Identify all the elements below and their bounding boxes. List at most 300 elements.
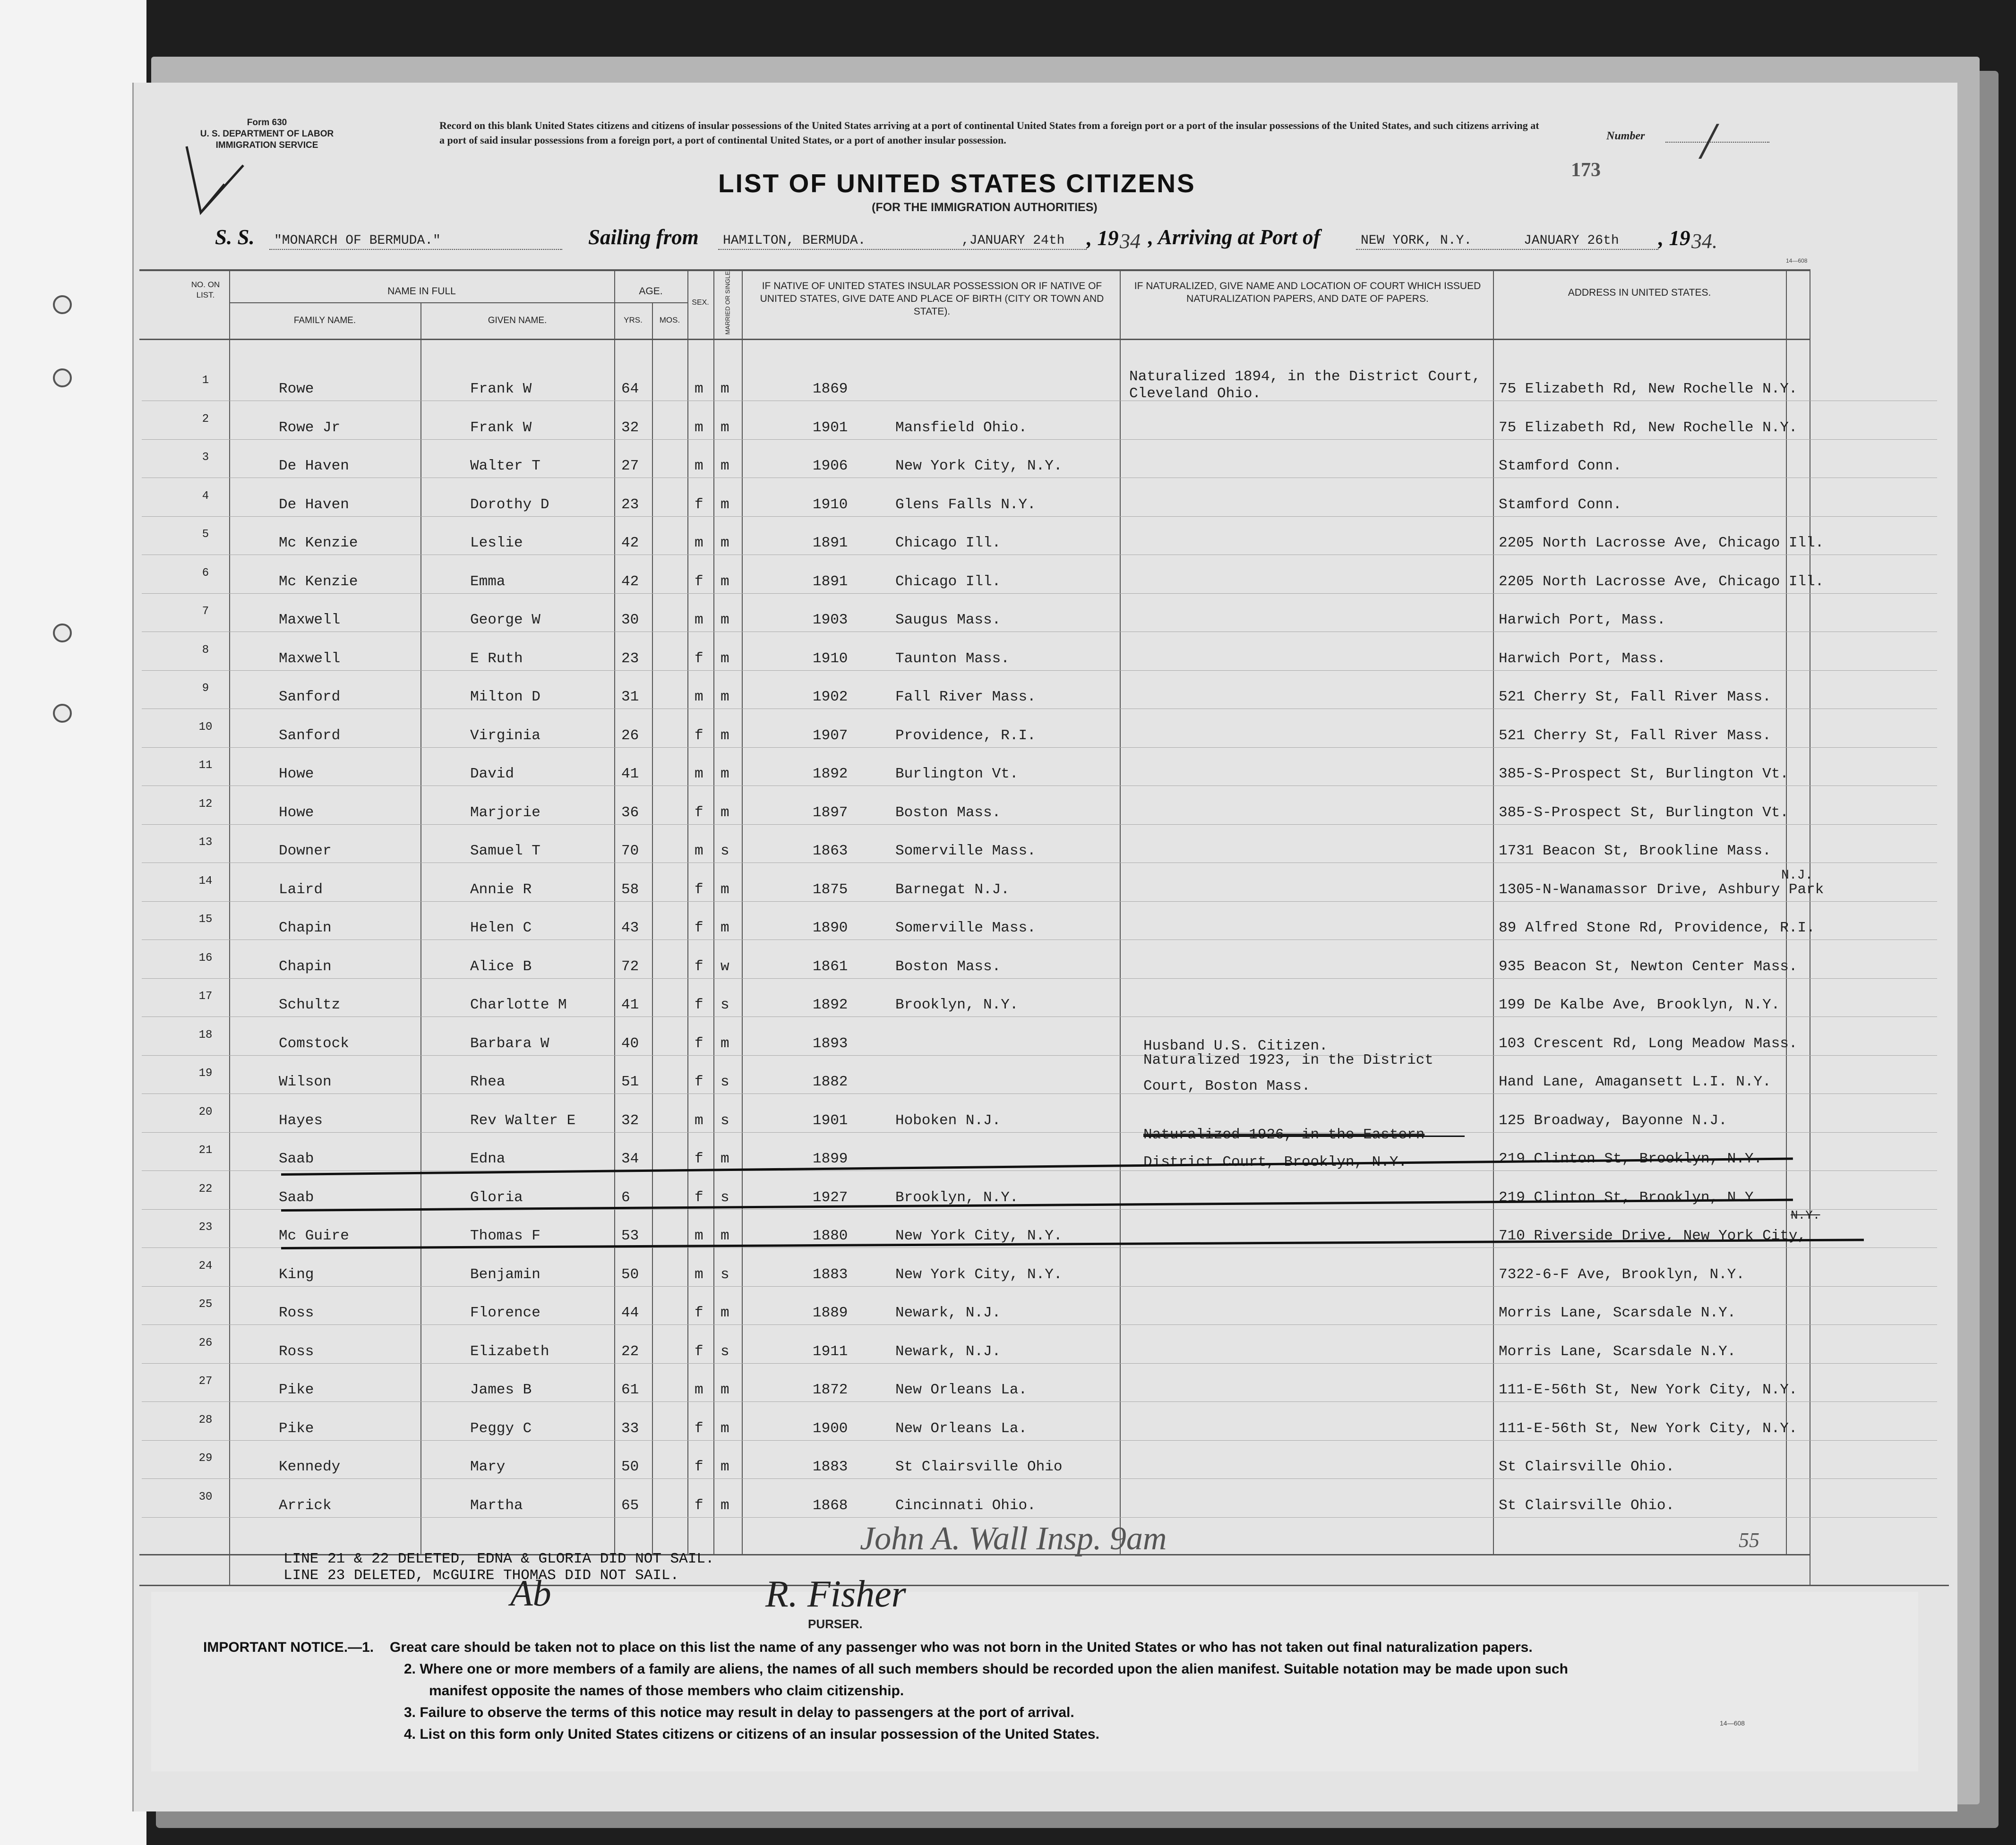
family-name: Ross bbox=[279, 1305, 314, 1321]
row-number: 9 bbox=[202, 682, 209, 695]
row-number: 19 bbox=[198, 1067, 213, 1080]
address: 2205 North Lacrosse Ave, Chicago Ill. bbox=[1499, 573, 1824, 590]
naturalization-note-deleted: District Court, Brooklyn, N.Y. bbox=[1143, 1154, 1407, 1170]
age-years: 26 bbox=[621, 727, 639, 744]
marital-status: m bbox=[721, 612, 729, 628]
birth-year: 1902 bbox=[813, 689, 848, 705]
age-years: 41 bbox=[621, 766, 639, 782]
row-number: 18 bbox=[198, 1028, 213, 1042]
age-years: 70 bbox=[621, 843, 639, 859]
age-years: 61 bbox=[621, 1382, 639, 1398]
row-number: 7 bbox=[202, 605, 209, 618]
col-rule bbox=[713, 269, 714, 1554]
row-number: 8 bbox=[202, 643, 209, 657]
birth-place: New York City, N.Y. bbox=[895, 1266, 1063, 1283]
marital-status: m bbox=[721, 881, 729, 898]
age-years: 40 bbox=[621, 1035, 639, 1052]
col-rule bbox=[614, 269, 615, 1554]
sex: f bbox=[695, 804, 703, 821]
row-number: 30 bbox=[198, 1490, 213, 1503]
sex: f bbox=[695, 1074, 703, 1090]
col-header-family: FAMILY NAME. bbox=[293, 316, 356, 325]
age-years: 23 bbox=[621, 496, 639, 513]
row-number: 15 bbox=[198, 913, 213, 926]
family-name: Mc Kenzie bbox=[279, 573, 358, 590]
sex: f bbox=[695, 1151, 703, 1167]
row-number: 22 bbox=[198, 1182, 213, 1196]
family-name: Rowe bbox=[279, 381, 314, 397]
given-name: Barbara W bbox=[470, 1035, 549, 1052]
marital-status: s bbox=[721, 1189, 729, 1206]
marital-status: m bbox=[721, 804, 729, 821]
naturalization-note-deleted: Naturalized 1926, in the Eastern bbox=[1143, 1127, 1425, 1143]
row-number: 5 bbox=[202, 528, 209, 541]
purser-signature: R. Fisher bbox=[765, 1573, 906, 1615]
given-name: George W bbox=[470, 612, 540, 628]
birth-place: Saugus Mass. bbox=[895, 612, 1001, 628]
birth-place: Brooklyn, N.Y. bbox=[895, 1189, 1019, 1206]
sex: f bbox=[695, 496, 703, 513]
form-code: 14—608 bbox=[1786, 257, 1808, 264]
birth-place: Providence, R.I. bbox=[895, 727, 1036, 744]
family-name: Laird bbox=[279, 881, 323, 898]
number-label: Number bbox=[1606, 130, 1645, 142]
sex: m bbox=[695, 381, 703, 397]
notice-item-2-cont: manifest opposite the names of those members who claim citizenship. bbox=[429, 1683, 904, 1699]
age-years: 41 bbox=[621, 997, 639, 1013]
sex: f bbox=[695, 1305, 703, 1321]
birth-year: 1901 bbox=[813, 419, 848, 436]
marital-status: m bbox=[721, 1497, 729, 1514]
birth-place: St Clairsville Ohio bbox=[895, 1459, 1063, 1475]
birth-year: 1861 bbox=[813, 958, 848, 975]
row-rule bbox=[142, 1478, 1937, 1479]
given-name: Edna bbox=[470, 1151, 506, 1167]
given-name: E Ruth bbox=[470, 650, 523, 667]
birth-place: Newark, N.J. bbox=[895, 1343, 1001, 1360]
address: Harwich Port, Mass. bbox=[1499, 650, 1666, 667]
given-name: Marjorie bbox=[470, 804, 540, 821]
marital-status: m bbox=[721, 689, 729, 705]
birth-place: Boston Mass. bbox=[895, 804, 1001, 821]
birth-year: 1891 bbox=[813, 535, 848, 551]
address: 521 Cherry St, Fall River Mass. bbox=[1499, 727, 1771, 744]
row-rule bbox=[142, 1132, 1937, 1133]
family-name: Wilson bbox=[279, 1074, 332, 1090]
age-header-rule bbox=[614, 302, 687, 303]
birth-year: 1882 bbox=[813, 1074, 848, 1090]
address: 385-S-Prospect St, Burlington Vt. bbox=[1499, 766, 1789, 782]
row-number: 25 bbox=[198, 1298, 213, 1311]
family-name: Kennedy bbox=[279, 1459, 341, 1475]
family-name: Maxwell bbox=[279, 612, 341, 628]
age-years: 22 bbox=[621, 1343, 639, 1360]
address: 125 Broadway, Bayonne N.J. bbox=[1499, 1112, 1727, 1129]
row-number: 3 bbox=[202, 451, 209, 464]
family-name: Chapin bbox=[279, 920, 332, 936]
sex: f bbox=[695, 1189, 703, 1206]
given-name: Alice B bbox=[470, 958, 532, 975]
given-name: Peggy C bbox=[470, 1420, 532, 1437]
marital-status: w bbox=[721, 958, 729, 975]
address: 111-E-56th St, New York City, N.Y. bbox=[1499, 1382, 1798, 1398]
row-rule bbox=[142, 1055, 1937, 1056]
birth-year: 1875 bbox=[813, 881, 848, 898]
col-header-sex: SEX. bbox=[692, 299, 709, 307]
row-rule bbox=[142, 901, 1937, 902]
age-years: 42 bbox=[621, 535, 639, 551]
header-bottom-rule bbox=[139, 339, 1810, 340]
number-line bbox=[1665, 142, 1769, 143]
family-name: Sanford bbox=[279, 727, 341, 744]
given-name: Martha bbox=[470, 1497, 523, 1514]
binding-strip bbox=[0, 0, 146, 1845]
col-rule bbox=[420, 302, 421, 1554]
row-number: 28 bbox=[198, 1413, 213, 1426]
naturalization-note: Court, Boston Mass. bbox=[1143, 1078, 1311, 1094]
family-name: Downer bbox=[279, 843, 332, 859]
marital-status: m bbox=[721, 1459, 729, 1475]
birth-place: Chicago Ill. bbox=[895, 573, 1001, 590]
deletion-note: LINE 23 DELETED, McGUIRE THOMAS DID NOT SAIL. bbox=[283, 1567, 679, 1584]
row-rule bbox=[142, 516, 1937, 517]
marital-status: m bbox=[721, 920, 729, 936]
family-name: Hayes bbox=[279, 1112, 323, 1129]
age-years: 6 bbox=[621, 1189, 630, 1206]
sex: m bbox=[695, 1112, 703, 1129]
marital-status: s bbox=[721, 843, 729, 859]
given-name: Charlotte M bbox=[470, 997, 567, 1013]
row-rule bbox=[142, 1363, 1937, 1364]
col-header-given: GIVEN NAME. bbox=[488, 316, 547, 325]
birth-place: Mansfield Ohio. bbox=[895, 419, 1028, 436]
birth-year: 1906 bbox=[813, 458, 848, 474]
family-name: Saab bbox=[279, 1151, 314, 1167]
marital-status: s bbox=[721, 1112, 729, 1129]
naturalization-note: Naturalized 1894, in the District Court, bbox=[1129, 368, 1481, 385]
birth-place: Somerville Mass. bbox=[895, 920, 1036, 936]
birth-place: Glens Falls N.Y. bbox=[895, 496, 1036, 513]
birth-place: Brooklyn, N.Y. bbox=[895, 997, 1019, 1013]
birth-year: 1900 bbox=[813, 1420, 848, 1437]
address: 75 Elizabeth Rd, New Rochelle N.Y. bbox=[1499, 381, 1798, 397]
notice-item-2: 2. Where one or more members of a family are aliens, the names of all such members should be recorded upon the alien manifest. Suitable notation may be made upon such bbox=[404, 1661, 1568, 1677]
punch-hole bbox=[53, 295, 72, 314]
purser-label: PURSER. bbox=[808, 1617, 863, 1631]
sex: m bbox=[695, 1382, 703, 1398]
birth-place: Burlington Vt. bbox=[895, 766, 1019, 782]
family-name: Chapin bbox=[279, 958, 332, 975]
service: IMMIGRATION SERVICE bbox=[215, 140, 318, 150]
given-name: Annie R bbox=[470, 881, 532, 898]
table-top-rule bbox=[139, 269, 1810, 271]
arrive-year: 34. bbox=[1691, 230, 1717, 253]
punch-hole bbox=[53, 368, 72, 387]
row-number: 21 bbox=[198, 1144, 213, 1157]
birth-place: Barnegat N.J. bbox=[895, 881, 1010, 898]
given-name: David bbox=[470, 766, 515, 782]
age-years: 53 bbox=[621, 1228, 639, 1244]
arrive-date: JANUARY 26th bbox=[1524, 233, 1619, 248]
birth-year: 1890 bbox=[813, 920, 848, 936]
naturalization-note: Cleveland Ohio. bbox=[1129, 385, 1261, 402]
birth-year: 1893 bbox=[813, 1035, 848, 1052]
address: 103 Crescent Rd, Long Meadow Mass. bbox=[1499, 1035, 1798, 1052]
given-name: Thomas F bbox=[470, 1228, 540, 1244]
family-name: Rowe Jr bbox=[279, 419, 341, 436]
sail-date: ,JANUARY 24th bbox=[961, 233, 1065, 248]
address: 2205 North Lacrosse Ave, Chicago Ill. bbox=[1499, 535, 1824, 551]
number-value: / bbox=[1701, 112, 1716, 170]
address: 75 Elizabeth Rd, New Rochelle N.Y. bbox=[1499, 419, 1798, 436]
family-name: Mc Guire bbox=[279, 1228, 349, 1244]
sex: m bbox=[695, 843, 703, 859]
row-rule bbox=[142, 593, 1937, 594]
col-rule bbox=[652, 302, 653, 1554]
marital-status: m bbox=[721, 381, 729, 397]
marital-status: m bbox=[721, 1228, 729, 1244]
marital-status: m bbox=[721, 573, 729, 590]
sex: m bbox=[695, 766, 703, 782]
birth-year: 1869 bbox=[813, 381, 848, 397]
family-name: Mc Kenzie bbox=[279, 535, 358, 551]
sex: f bbox=[695, 881, 703, 898]
row-rule bbox=[142, 978, 1937, 979]
arrive-year-prefix: , 19 bbox=[1658, 226, 1690, 250]
row-rule bbox=[142, 1093, 1937, 1094]
to-port: NEW YORK, N.Y. bbox=[1361, 233, 1472, 248]
record-instructions: Record on this blank United States citizens and citizens of insular possessions of the United States arriving at a port of continental United States from a foreign port or a port of the insular possessions of the United States, and such citizens arriving at a port of said insular possessions from a foreign port, a port of continental United States, or a port of another insular possession. bbox=[439, 120, 1539, 146]
given-name: Benjamin bbox=[470, 1266, 540, 1283]
col-header-birth: IF NATIVE OF UNITED STATES INSULAR POSSESSION OR IF NATIVE OF UNITED STATES, GIVE DATE AND PLACE OF BIRTH (CITY OR TOWN AND STATE). bbox=[760, 281, 1104, 317]
birth-place: Somerville Mass. bbox=[895, 843, 1036, 859]
family-name: Schultz bbox=[279, 997, 341, 1013]
row-number: 29 bbox=[198, 1452, 213, 1465]
birth-year: 1901 bbox=[813, 1112, 848, 1129]
birth-place: Hoboken N.J. bbox=[895, 1112, 1001, 1129]
family-name: Maxwell bbox=[279, 650, 341, 667]
sex: m bbox=[695, 535, 703, 551]
sex: f bbox=[695, 1420, 703, 1437]
age-years: 31 bbox=[621, 689, 639, 705]
row-rule bbox=[142, 670, 1937, 671]
sex: f bbox=[695, 1343, 703, 1360]
notice-item-1: Great care should be taken not to place on this list the name of any passenger who was not born in the United States or who has not taken out final naturalization papers. bbox=[390, 1640, 1533, 1655]
address: 199 De Kalbe Ave, Brooklyn, N.Y. bbox=[1499, 997, 1780, 1013]
row-number: 12 bbox=[198, 797, 213, 811]
address-overflow: N.Y. bbox=[1791, 1208, 1820, 1222]
given-name: Helen C bbox=[470, 920, 532, 936]
birth-place: Chicago Ill. bbox=[895, 535, 1001, 551]
address: Morris Lane, Scarsdale N.Y. bbox=[1499, 1343, 1736, 1360]
address: 7322-6-F Ave, Brooklyn, N.Y. bbox=[1499, 1266, 1745, 1283]
birth-year: 1891 bbox=[813, 573, 848, 590]
deletion-note: LINE 21 & 22 DELETED, EDNA & GLORIA DID NOT SAIL. bbox=[283, 1551, 714, 1567]
marital-status: m bbox=[721, 1035, 729, 1052]
row-number: 13 bbox=[198, 836, 213, 849]
col-rule bbox=[1493, 269, 1494, 1554]
marital-status: m bbox=[721, 458, 729, 474]
address: 385-S-Prospect St, Burlington Vt. bbox=[1499, 804, 1789, 821]
row-number: 6 bbox=[202, 566, 209, 580]
naturalization-note: Husband U.S. Citizen. bbox=[1143, 1038, 1328, 1054]
address-overflow: N.J. bbox=[1781, 868, 1813, 883]
birth-year: 1892 bbox=[813, 766, 848, 782]
address: 219 Clinton St, Brooklyn, N.Y. bbox=[1499, 1189, 1763, 1206]
col-rule bbox=[1120, 269, 1121, 1554]
birth-place: Boston Mass. bbox=[895, 958, 1001, 975]
age-years: 51 bbox=[621, 1074, 639, 1090]
marital-status: m bbox=[721, 650, 729, 667]
page-number: 173 bbox=[1571, 159, 1601, 181]
row-rule bbox=[142, 439, 1937, 440]
given-name: Virginia bbox=[470, 727, 540, 744]
birth-place: Taunton Mass. bbox=[895, 650, 1010, 667]
birth-year: 1911 bbox=[813, 1343, 848, 1360]
birth-year: 1910 bbox=[813, 650, 848, 667]
age-years: 64 bbox=[621, 381, 639, 397]
row-rule bbox=[142, 1016, 1937, 1017]
col-header-address: ADDRESS IN UNITED STATES. bbox=[1568, 287, 1711, 298]
col-header-no: NO. ON LIST. bbox=[191, 280, 220, 299]
name-header-rule bbox=[229, 302, 614, 303]
given-name: Milton D bbox=[470, 689, 540, 705]
birth-year: 1868 bbox=[813, 1497, 848, 1514]
sex: f bbox=[695, 920, 703, 936]
family-name: Howe bbox=[279, 766, 314, 782]
age-years: 42 bbox=[621, 573, 639, 590]
given-name: Samuel T bbox=[470, 843, 540, 859]
ss-label: S. S. bbox=[215, 225, 255, 249]
address: 1305-N-Wanamassor Drive, Ashbury Park bbox=[1499, 881, 1824, 898]
age-years: 30 bbox=[621, 612, 639, 628]
given-name: Walter T bbox=[470, 458, 540, 474]
marital-status: m bbox=[721, 1420, 729, 1437]
ship-name: "MONARCH OF BERMUDA." bbox=[274, 233, 441, 248]
row-number: 26 bbox=[198, 1336, 213, 1350]
given-name: Leslie bbox=[470, 535, 523, 551]
page-title: LIST OF UNITED STATES CITIZENS bbox=[718, 169, 1196, 198]
marital-status: s bbox=[721, 1266, 729, 1283]
birth-year: 1883 bbox=[813, 1266, 848, 1283]
sex: f bbox=[695, 1459, 703, 1475]
age-years: 32 bbox=[621, 1112, 639, 1129]
marital-status: s bbox=[721, 997, 729, 1013]
sex: f bbox=[695, 727, 703, 744]
birth-year: 1899 bbox=[813, 1151, 848, 1167]
sail-year: 34 bbox=[1120, 230, 1141, 253]
marital-status: s bbox=[721, 1343, 729, 1360]
address: 1731 Beacon St, Brookline Mass. bbox=[1499, 843, 1771, 859]
age-years: 34 bbox=[621, 1151, 639, 1167]
sex: m bbox=[695, 458, 703, 474]
birth-place: New York City, N.Y. bbox=[895, 458, 1063, 474]
sail-year-prefix: , 19 bbox=[1087, 226, 1119, 250]
given-name: Dorothy D bbox=[470, 496, 549, 513]
sex: f bbox=[695, 997, 703, 1013]
family-name: Howe bbox=[279, 804, 314, 821]
birth-year: 1880 bbox=[813, 1228, 848, 1244]
sex: m bbox=[695, 1266, 703, 1283]
birth-year: 1863 bbox=[813, 843, 848, 859]
row-number: 14 bbox=[198, 874, 213, 888]
family-name: Pike bbox=[279, 1420, 314, 1437]
row-rule bbox=[142, 824, 1937, 825]
col-rule bbox=[687, 269, 688, 1554]
sex: f bbox=[695, 573, 703, 590]
sailing-label: Sailing from bbox=[588, 225, 699, 249]
birth-year: 1910 bbox=[813, 496, 848, 513]
row-rule bbox=[142, 1170, 1937, 1171]
marital-status: m bbox=[721, 1151, 729, 1167]
sheet-total: 55 bbox=[1739, 1529, 1759, 1552]
birth-place: New York City, N.Y. bbox=[895, 1228, 1063, 1244]
given-name: Mary bbox=[470, 1459, 506, 1475]
col-rule bbox=[1786, 269, 1787, 1554]
given-name: Florence bbox=[470, 1305, 540, 1321]
birth-year: 1883 bbox=[813, 1459, 848, 1475]
address: Stamford Conn. bbox=[1499, 458, 1622, 474]
birth-year: 1903 bbox=[813, 612, 848, 628]
family-name: De Haven bbox=[279, 458, 349, 474]
row-rule bbox=[142, 1401, 1937, 1402]
row-number: 20 bbox=[198, 1105, 213, 1119]
address: 521 Cherry St, Fall River Mass. bbox=[1499, 689, 1771, 705]
birth-place: Cincinnati Ohio. bbox=[895, 1497, 1036, 1514]
family-name: Arrick bbox=[279, 1497, 332, 1514]
notice-item-3: 3. Failure to observe the terms of this notice may result in delay to passengers at the port of arrival. bbox=[404, 1705, 1074, 1720]
row-number: 4 bbox=[202, 489, 209, 503]
given-name: James B bbox=[470, 1382, 532, 1398]
age-years: 36 bbox=[621, 804, 639, 821]
birth-place: Fall River Mass. bbox=[895, 689, 1036, 705]
form-code: 14—608 bbox=[1720, 1719, 1745, 1727]
marital-status: m bbox=[721, 727, 729, 744]
birth-year: 1907 bbox=[813, 727, 848, 744]
col-header-mos: MOS. bbox=[659, 316, 680, 325]
age-years: 43 bbox=[621, 920, 639, 936]
arriving-line bbox=[1356, 249, 1658, 250]
age-years: 72 bbox=[621, 958, 639, 975]
form-number: Form 630 bbox=[247, 118, 287, 128]
from-port: HAMILTON, BERMUDA. bbox=[723, 233, 866, 248]
address: 935 Beacon St, Newton Center Mass. bbox=[1499, 958, 1798, 975]
sex: m bbox=[695, 612, 703, 628]
arriving-label: , Arriving at Port of bbox=[1148, 225, 1321, 249]
row-rule bbox=[142, 1517, 1937, 1518]
birth-year: 1897 bbox=[813, 804, 848, 821]
family-name: Sanford bbox=[279, 689, 341, 705]
given-name: Rev Walter E bbox=[470, 1112, 576, 1129]
given-name: Emma bbox=[470, 573, 506, 590]
address: 219 Clinton St, Brooklyn, N.Y. bbox=[1499, 1151, 1763, 1167]
given-name: Frank W bbox=[470, 419, 532, 436]
family-name: Comstock bbox=[279, 1035, 349, 1052]
birth-year: 1927 bbox=[813, 1189, 848, 1206]
row-rule bbox=[142, 1286, 1937, 1287]
row-number: 10 bbox=[198, 720, 213, 734]
age-years: 50 bbox=[621, 1266, 639, 1283]
department: U. S. DEPARTMENT OF LABOR bbox=[200, 129, 334, 139]
punch-hole bbox=[53, 624, 72, 642]
sex: f bbox=[695, 958, 703, 975]
marital-status: m bbox=[721, 1305, 729, 1321]
page-subtitle: (FOR THE IMMIGRATION AUTHORITIES) bbox=[872, 201, 1098, 214]
age-years: 58 bbox=[621, 881, 639, 898]
sailing-line bbox=[718, 249, 1087, 250]
row-number: 23 bbox=[198, 1221, 213, 1234]
family-name: King bbox=[279, 1266, 314, 1283]
